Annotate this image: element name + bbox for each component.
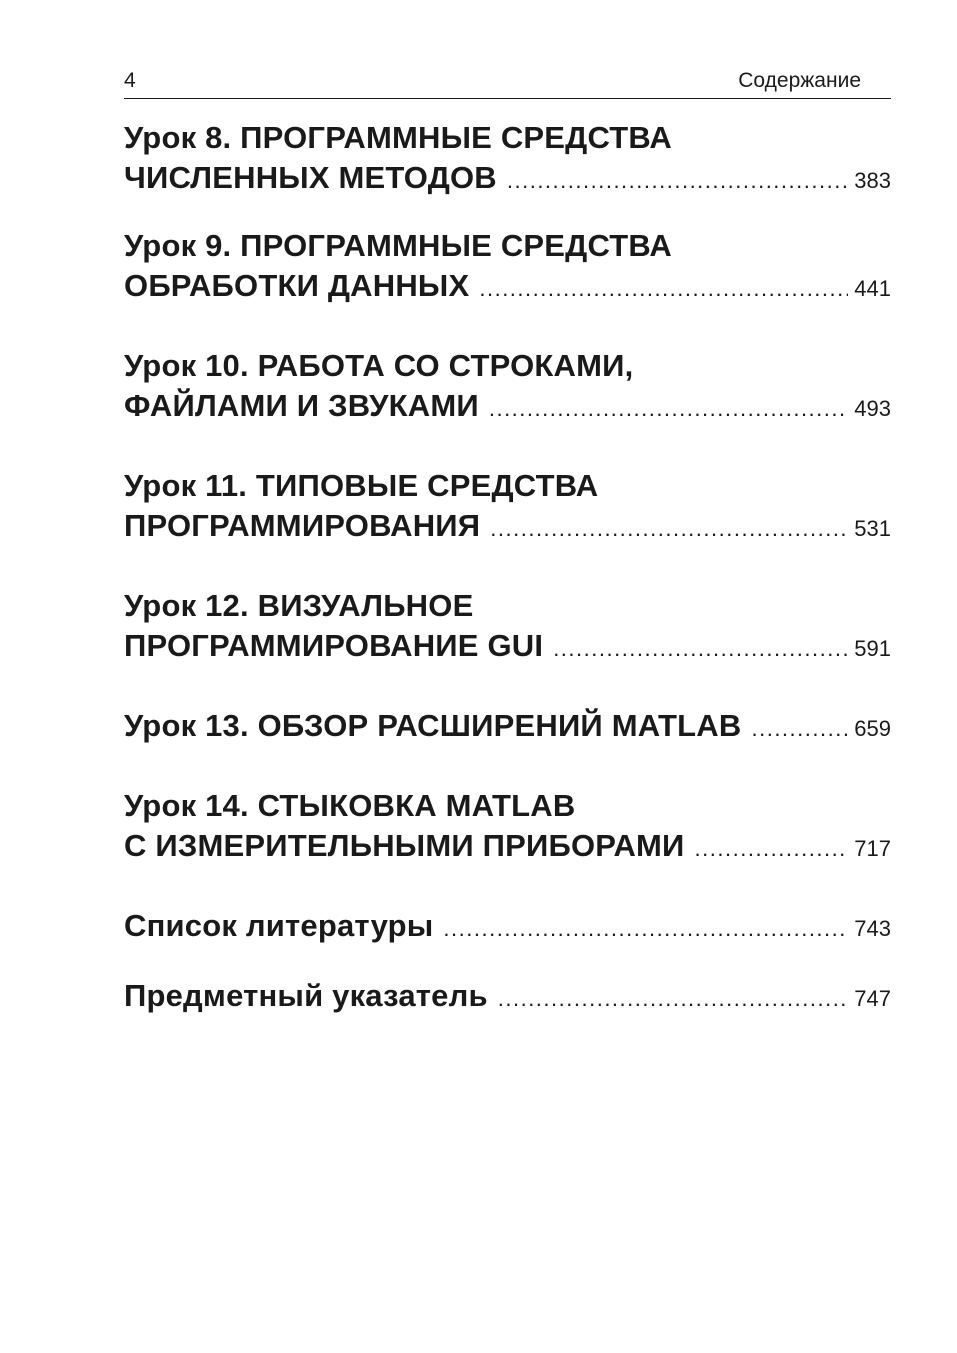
toc-entry[interactable] — [124, 586, 891, 666]
toc-dot-leader — [489, 389, 848, 429]
toc-entry-line — [124, 226, 891, 266]
toc-entry-line — [124, 466, 891, 506]
toc-page-number: 383 — [854, 168, 891, 193]
toc-dot-leader — [498, 979, 849, 1019]
toc-page-number: 659 — [854, 716, 891, 741]
toc-entry[interactable] — [124, 976, 891, 1016]
toc-entry-title: Список литературы — [124, 908, 434, 943]
toc-page-number: 531 — [854, 516, 891, 541]
toc-page-number: 717 — [854, 836, 891, 861]
toc-entry-title: Урок 8. ПРОГРАММНЫЕ СРЕДСТВА — [124, 120, 673, 155]
toc-entry-title: Предметный указатель — [124, 978, 488, 1013]
toc-dot-leader — [479, 269, 848, 309]
document-page — [124, 0, 891, 1353]
toc-entry-line — [124, 266, 891, 306]
toc-entry-title: Урок 11. ТИПОВЫЕ СРЕДСТВА — [124, 468, 599, 503]
toc-entry-line — [124, 626, 891, 666]
page-number: 4 — [124, 69, 136, 92]
toc-page-number: 441 — [854, 276, 891, 301]
toc-entry-title: ЧИСЛЕННЫХ МЕТОДОВ — [124, 160, 497, 195]
toc-entry-title: ОБРАБОТКИ ДАННЫХ — [124, 268, 470, 303]
toc-entry-line — [124, 506, 891, 546]
toc-entry-line — [124, 158, 891, 198]
toc-entry-title: Урок 12. ВИЗУАЛЬНОЕ — [124, 588, 474, 623]
page-header — [124, 68, 891, 99]
toc-entry-title: ФАЙЛАМИ И ЗВУКАМИ — [124, 388, 479, 423]
toc-entry-line — [124, 346, 891, 386]
toc-entry-line — [124, 386, 891, 426]
toc-entry-title: Урок 9. ПРОГРАММНЫЕ СРЕДСТВА — [124, 228, 673, 263]
toc-dot-leader — [507, 161, 848, 201]
running-head: Содержание — [738, 69, 861, 92]
toc-entry-line — [124, 826, 891, 866]
toc-entry-title: Урок 10. РАБОТА СО СТРОКАМИ, — [124, 348, 634, 383]
toc-dot-leader — [553, 629, 848, 669]
toc-page-number: 591 — [854, 636, 891, 661]
toc-dot-leader — [751, 709, 848, 749]
toc-entry[interactable] — [124, 346, 891, 426]
toc-entry-title: С ИЗМЕРИТЕЛЬНЫМИ ПРИБОРАМИ — [124, 828, 685, 863]
toc-entry[interactable] — [124, 226, 891, 306]
toc-entry-line — [124, 118, 891, 158]
toc-dot-leader — [490, 509, 848, 549]
toc-entry-line — [124, 786, 891, 826]
toc-page-number: 747 — [854, 986, 891, 1011]
toc-entry-title: ПРОГРАММИРОВАНИЯ — [124, 508, 481, 543]
toc-entry-title: ПРОГРАММИРОВАНИЕ GUI — [124, 628, 544, 663]
toc-entry[interactable] — [124, 906, 891, 946]
toc-entry-line — [124, 586, 891, 626]
toc-page-number: 743 — [854, 916, 891, 941]
toc-entry[interactable] — [124, 118, 891, 198]
toc-entry[interactable] — [124, 706, 891, 746]
toc-dot-leader — [443, 909, 848, 949]
toc-entry-line — [124, 906, 891, 946]
toc-entry-title: Урок 13. ОБЗОР РАСШИРЕНИЙ MATLAB — [124, 708, 742, 743]
toc-page-number: 493 — [854, 396, 891, 421]
toc-entry-line — [124, 976, 891, 1016]
toc-entry-title: Урок 14. СТЫКОВКА MATLAB — [124, 788, 576, 823]
toc-entry[interactable] — [124, 466, 891, 546]
toc-entry[interactable] — [124, 786, 891, 866]
toc-entry-line — [124, 706, 891, 746]
toc-dot-leader — [695, 829, 849, 869]
